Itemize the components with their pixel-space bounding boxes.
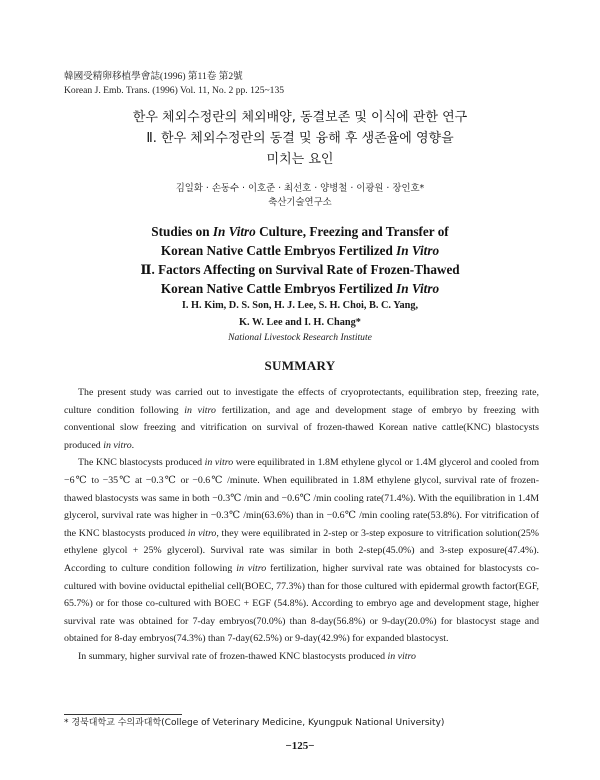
- english-title: [0, 222, 600, 298]
- english-affiliation: National Livestock Research Institute: [228, 332, 372, 343]
- korean-title: [0, 107, 600, 170]
- english-title-line-2: [0, 241, 600, 260]
- korean-title-line-3: 미치는 요인: [266, 152, 334, 167]
- paragraph-text: were equilibrated in 1.8M ethylene glycol or 1.4M glycerol and cooled from −6℃ to −35℃ at −0.3℃ or −0.6℃ /minute. When equilibrated in 1.8M ethylene glycol, survival rate of frozen-thawed blastocysts was same in both −0.3℃ /min and −0.6℃ /min cooling rate(71.4%). With the equilibration in 1.4M glycerol, survival rate was higher in −0.3℃ /min(63.6%) than in −0.6℃ /min cooling rate(53.8%). For vitrification of the KNC blastocysts produced: [64, 457, 540, 539]
- paragraph-italic: in vitro: [184, 404, 216, 416]
- paragraph-italic: in vitro: [236, 562, 267, 574]
- page-number: −125−: [285, 740, 315, 752]
- journal-line-korean: 韓國受精卵移植學會誌(1996) 第11卷 第2號: [64, 71, 243, 82]
- paragraph-text: The KNC blastocysts produced: [78, 457, 205, 469]
- journal-line-english: Korean J. Emb. Trans. (1996) Vol. 11, No. 2 pp. 125~135: [64, 85, 285, 96]
- footnote: * 경북대학교 수의과대학(College of Veterinary Medicine, Kyungpuk National University): [64, 718, 445, 728]
- summary-paragraph-1: [64, 384, 539, 454]
- title-text: Korean Native Cattle Embryos Fertilized: [160, 281, 397, 296]
- paragraph-italic: in vitro: [387, 650, 416, 662]
- paragraph-text: The present study was carried out to investigate the effects of cryoprotectants, equilibration step, freezing rate, culture condition following: [64, 387, 539, 416]
- english-authors-line-2: K. W. Lee and I. H. Chang*: [239, 317, 361, 328]
- paragraph-text: In summary, higher survival rate of frozen-thawed KNC blastocysts produced: [78, 650, 388, 662]
- korean-title-line-1: 한우 체외수정란의 체외배양, 동결보존 및 이식에 관한 연구: [132, 110, 468, 125]
- paragraph-text: fertilization, and age and development stage of embryo by freezing with conventional slow freezing and vitrification on survival of frozen-thawed Korean native cattle(KNC) blastocysts produced: [64, 404, 540, 451]
- paragraph-text: .: [131, 439, 135, 451]
- paragraph-italic: in vitro: [187, 527, 217, 539]
- korean-authors: 김일화 · 손동수 · 이호준 · 최선호 · 양병철 · 이광원 · 장인호*: [175, 183, 425, 194]
- title-italic: In Vitro: [212, 224, 256, 239]
- footnote-rule: [64, 714, 182, 715]
- summary-paragraph-2: [64, 454, 539, 648]
- journal-header: [64, 70, 284, 98]
- title-italic: In Vitro: [396, 281, 440, 296]
- title-text: Culture, Freezing and Transfer of: [255, 224, 449, 239]
- title-text: Studies on: [151, 224, 213, 239]
- title-italic: In Vitro: [396, 243, 440, 258]
- english-authors-line-1: I. H. Kim, D. S. Son, H. J. Lee, S. H. Choi, B. C. Yang,: [181, 300, 419, 311]
- paragraph-italic: in vitro: [204, 457, 234, 469]
- korean-affiliation: 축산기술연구소: [268, 197, 332, 208]
- summary-heading: SUMMARY: [264, 358, 336, 373]
- english-title-line-3: Ⅱ. Factors Affecting on Survival Rate of Frozen-Thawed: [140, 262, 460, 277]
- paragraph-italic: in vitro: [103, 439, 132, 451]
- english-title-line-4: [0, 279, 600, 298]
- paragraph-text: , they were equilibrated in 2-step or 3-step exposure to vitrification solution(25% ethylene glycol + 25% glycerol). Survival rate was similar in both 2-step(45.0%) and 3-step exposure(47.4%). According to culture condition following: [64, 527, 540, 574]
- korean-title-line-2: Ⅱ. 한우 체외수정란의 동결 및 융해 후 생존율에 영향을: [146, 131, 454, 146]
- english-title-line-1: [0, 222, 600, 241]
- paragraph-text: fertilization, higher survival rate was obtained for blastocysts co-cultured with bovine oviductal epithelial cell(BOEC, 77.3%) than for those cultured with epidermal growth factor(EGF, 65.7%) or for those co-cultured with BOEC + EGF (54.8%). According to embryo age and development stage, higher survival rate was obtained for 7-day embryos(70.0%) than 8-day(56.8%) or 9-day(20.0%) for blastocyst stage and obtained for 8-day embryos(74.3%) than 7-day(62.5%) or 9-day(42.9%) for expanded blastocyst.: [64, 562, 539, 645]
- title-text: Korean Native Cattle Embryos Fertilized: [160, 243, 397, 258]
- english-authors: [0, 297, 600, 331]
- summary-body: [64, 384, 539, 666]
- summary-paragraph-3: [64, 648, 539, 666]
